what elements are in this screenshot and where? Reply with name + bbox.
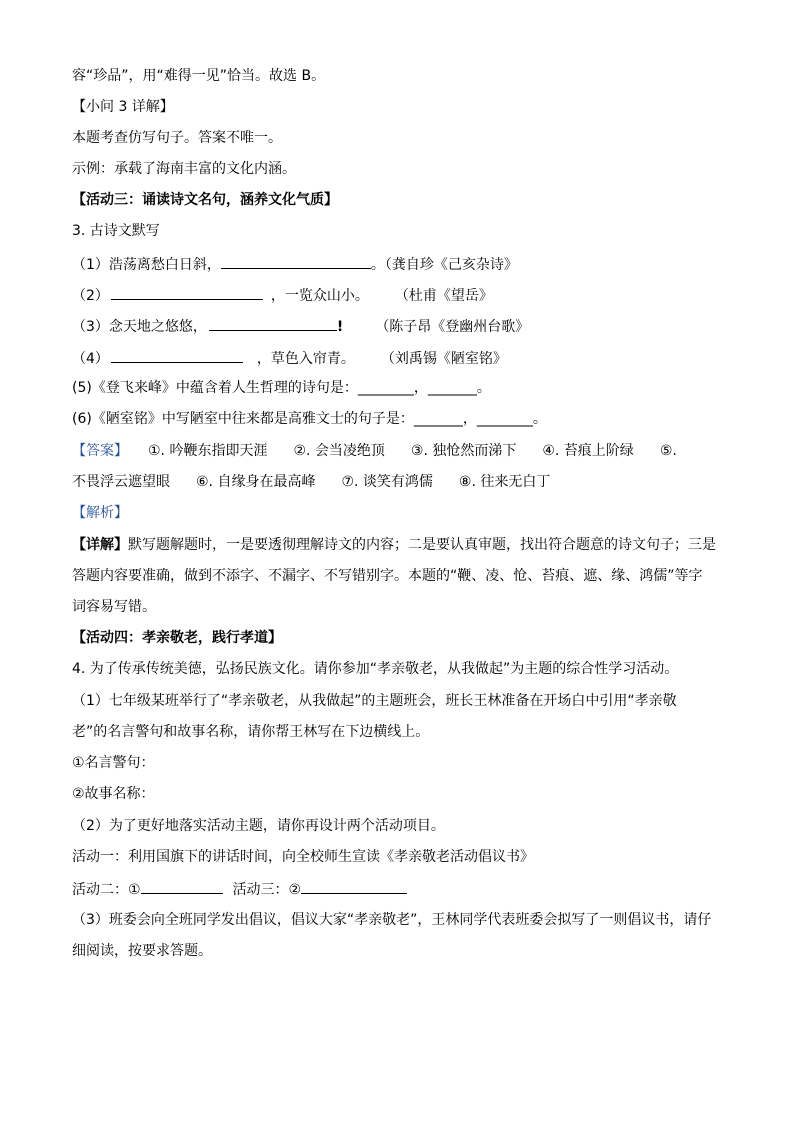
text-line (72, 566, 703, 586)
question-line (72, 284, 493, 304)
answer-item: ③. 独怆然而涕下 (410, 443, 517, 459)
text-span: 容“珍品”，用“难得一见”恰当。故选 B。 (72, 68, 326, 84)
answer-line (72, 441, 677, 461)
text-span: ，一览众山小。 (270, 288, 369, 304)
text-span: 答题内容要准确，做到不添字、不漏字、不写错别字。本题的“鞭、凌、怆、苔痕、遮、缘、鸿儒”等字 (72, 568, 703, 584)
answer-item: 不畏浮云遮望眼 (72, 474, 170, 490)
answer-item: ⑤. (659, 443, 677, 459)
text-span: (6)《陋室铭》中写陋室中往来都是高雅文士的句子是：_______，________。 (72, 411, 547, 427)
text-span: 老”的名言警句和故事名称，请你帮王林写在下边横线上。 (72, 724, 430, 740)
answer-item: ⑧. 往来无白丁 (458, 474, 551, 490)
question-title (72, 659, 678, 679)
text-span: ! (336, 319, 344, 335)
answer-item: ②. 会当凌绝顶 (293, 443, 385, 459)
text-span: （刘禹锡《陋室铭》 (380, 351, 507, 367)
question-line (72, 378, 491, 398)
text-span: （2）为了更好地落实活动主题，请你再设计两个活动项目。 (72, 818, 445, 834)
text-span: ①名言警句： (72, 755, 155, 771)
text-span: 活动一：利用国旗下的讲话时间，向全校师生宣读《孝亲敬老活动倡议书》 (72, 849, 534, 865)
text-line (72, 597, 156, 617)
text-line (72, 878, 407, 898)
text-span: 。（龚自珍《己亥杂诗》 (370, 257, 518, 273)
activity-heading (72, 628, 282, 648)
text-line (72, 910, 711, 930)
question-line (72, 253, 518, 273)
answer-item: ④. 苔痕上阶绿 (542, 443, 634, 459)
answer-item: ⑥. 自缘身在最高峰 (196, 474, 316, 490)
text-span: 活动三：② (232, 882, 302, 898)
text-span: （2） (72, 288, 109, 304)
text-line (72, 753, 155, 773)
answer-blank (141, 878, 223, 894)
text-span: 词容易写错。 (72, 599, 156, 615)
text-line (72, 128, 282, 148)
question-line (72, 347, 507, 367)
text-span: （陈子昂《登幽州台歌》 (375, 319, 530, 335)
text-line (72, 97, 174, 117)
text-span: 4. 为了传承传统美德，弘扬民族文化。请你参加“孝亲敬老，从我做起”为主题的综合性学习活动。 (72, 661, 679, 677)
question-line (72, 409, 547, 429)
text-span: 细阅读，按要求答题。 (72, 943, 212, 959)
text-span: （3）念天地之悠悠， (72, 319, 207, 335)
text-span: （杜甫《望岳》 (394, 288, 493, 304)
text-line (72, 847, 534, 867)
text-span: 本题考查仿写句子。答案不唯一。 (72, 130, 282, 146)
analysis-label (72, 503, 128, 523)
text-span: (5)《登飞来峰》中蕴含着人生哲理的诗句是：________，_______。 (72, 380, 491, 396)
section-heading: 【小问 3 详解】 (72, 99, 174, 115)
heading-text: 【活动四：孝亲敬老，践行孝道】 (72, 630, 282, 646)
text-span: （1）浩荡离愁白日斜， (72, 257, 221, 273)
answer-blank (111, 284, 263, 300)
text-span: （3）班委会向全班同学发出倡议，倡议大家“孝亲敬老”，王林同学代表班委会拟写了一则倡议书，请仔 (72, 912, 712, 928)
activity-heading (72, 190, 338, 210)
text-line (72, 941, 212, 961)
text-line (72, 784, 155, 804)
heading-text: 【活动三：诵读诗文名句，涵养文化气质】 (72, 192, 338, 208)
text-line (72, 535, 716, 555)
text-line (72, 816, 445, 836)
answer-blank (301, 878, 407, 894)
answer-line (72, 472, 550, 492)
text-span: 【解析】 (72, 505, 128, 521)
answer-blank (209, 315, 337, 331)
answer-item: ⑦. 谈笑有鸿儒 (341, 474, 433, 490)
text-span: （1）七年级某班举行了“孝亲敬老，从我做起”的主题班会，班长王林准备在开场白中引用“孝亲敬 (72, 693, 677, 709)
detail-label: 【详解】 (72, 537, 128, 553)
text-span: 示例：承载了海南丰富的文化内涵。 (72, 161, 296, 177)
text-span: （4） (72, 351, 109, 367)
answer-blank (111, 347, 243, 363)
text-line (72, 691, 677, 711)
answer-blank (221, 253, 371, 269)
text-span: ，草色入帘青。 (256, 351, 355, 367)
text-span: ②故事名称： (72, 786, 155, 802)
text-line (72, 66, 325, 86)
text-span: 默写题解题时，一是要透彻理解诗文的内容；二是要认真审题，找出符合题意的诗文句子；三是 (128, 537, 716, 553)
question-line (72, 315, 529, 335)
answer-label: 【答案】 (72, 443, 128, 459)
question-title (72, 221, 160, 241)
text-line (72, 722, 429, 742)
answer-item: ①. 吟鞭东指即天涯 (148, 443, 268, 459)
text-span: 3. 古诗文默写 (72, 223, 160, 239)
text-line (72, 159, 296, 179)
text-span: 活动二：① (72, 882, 141, 898)
